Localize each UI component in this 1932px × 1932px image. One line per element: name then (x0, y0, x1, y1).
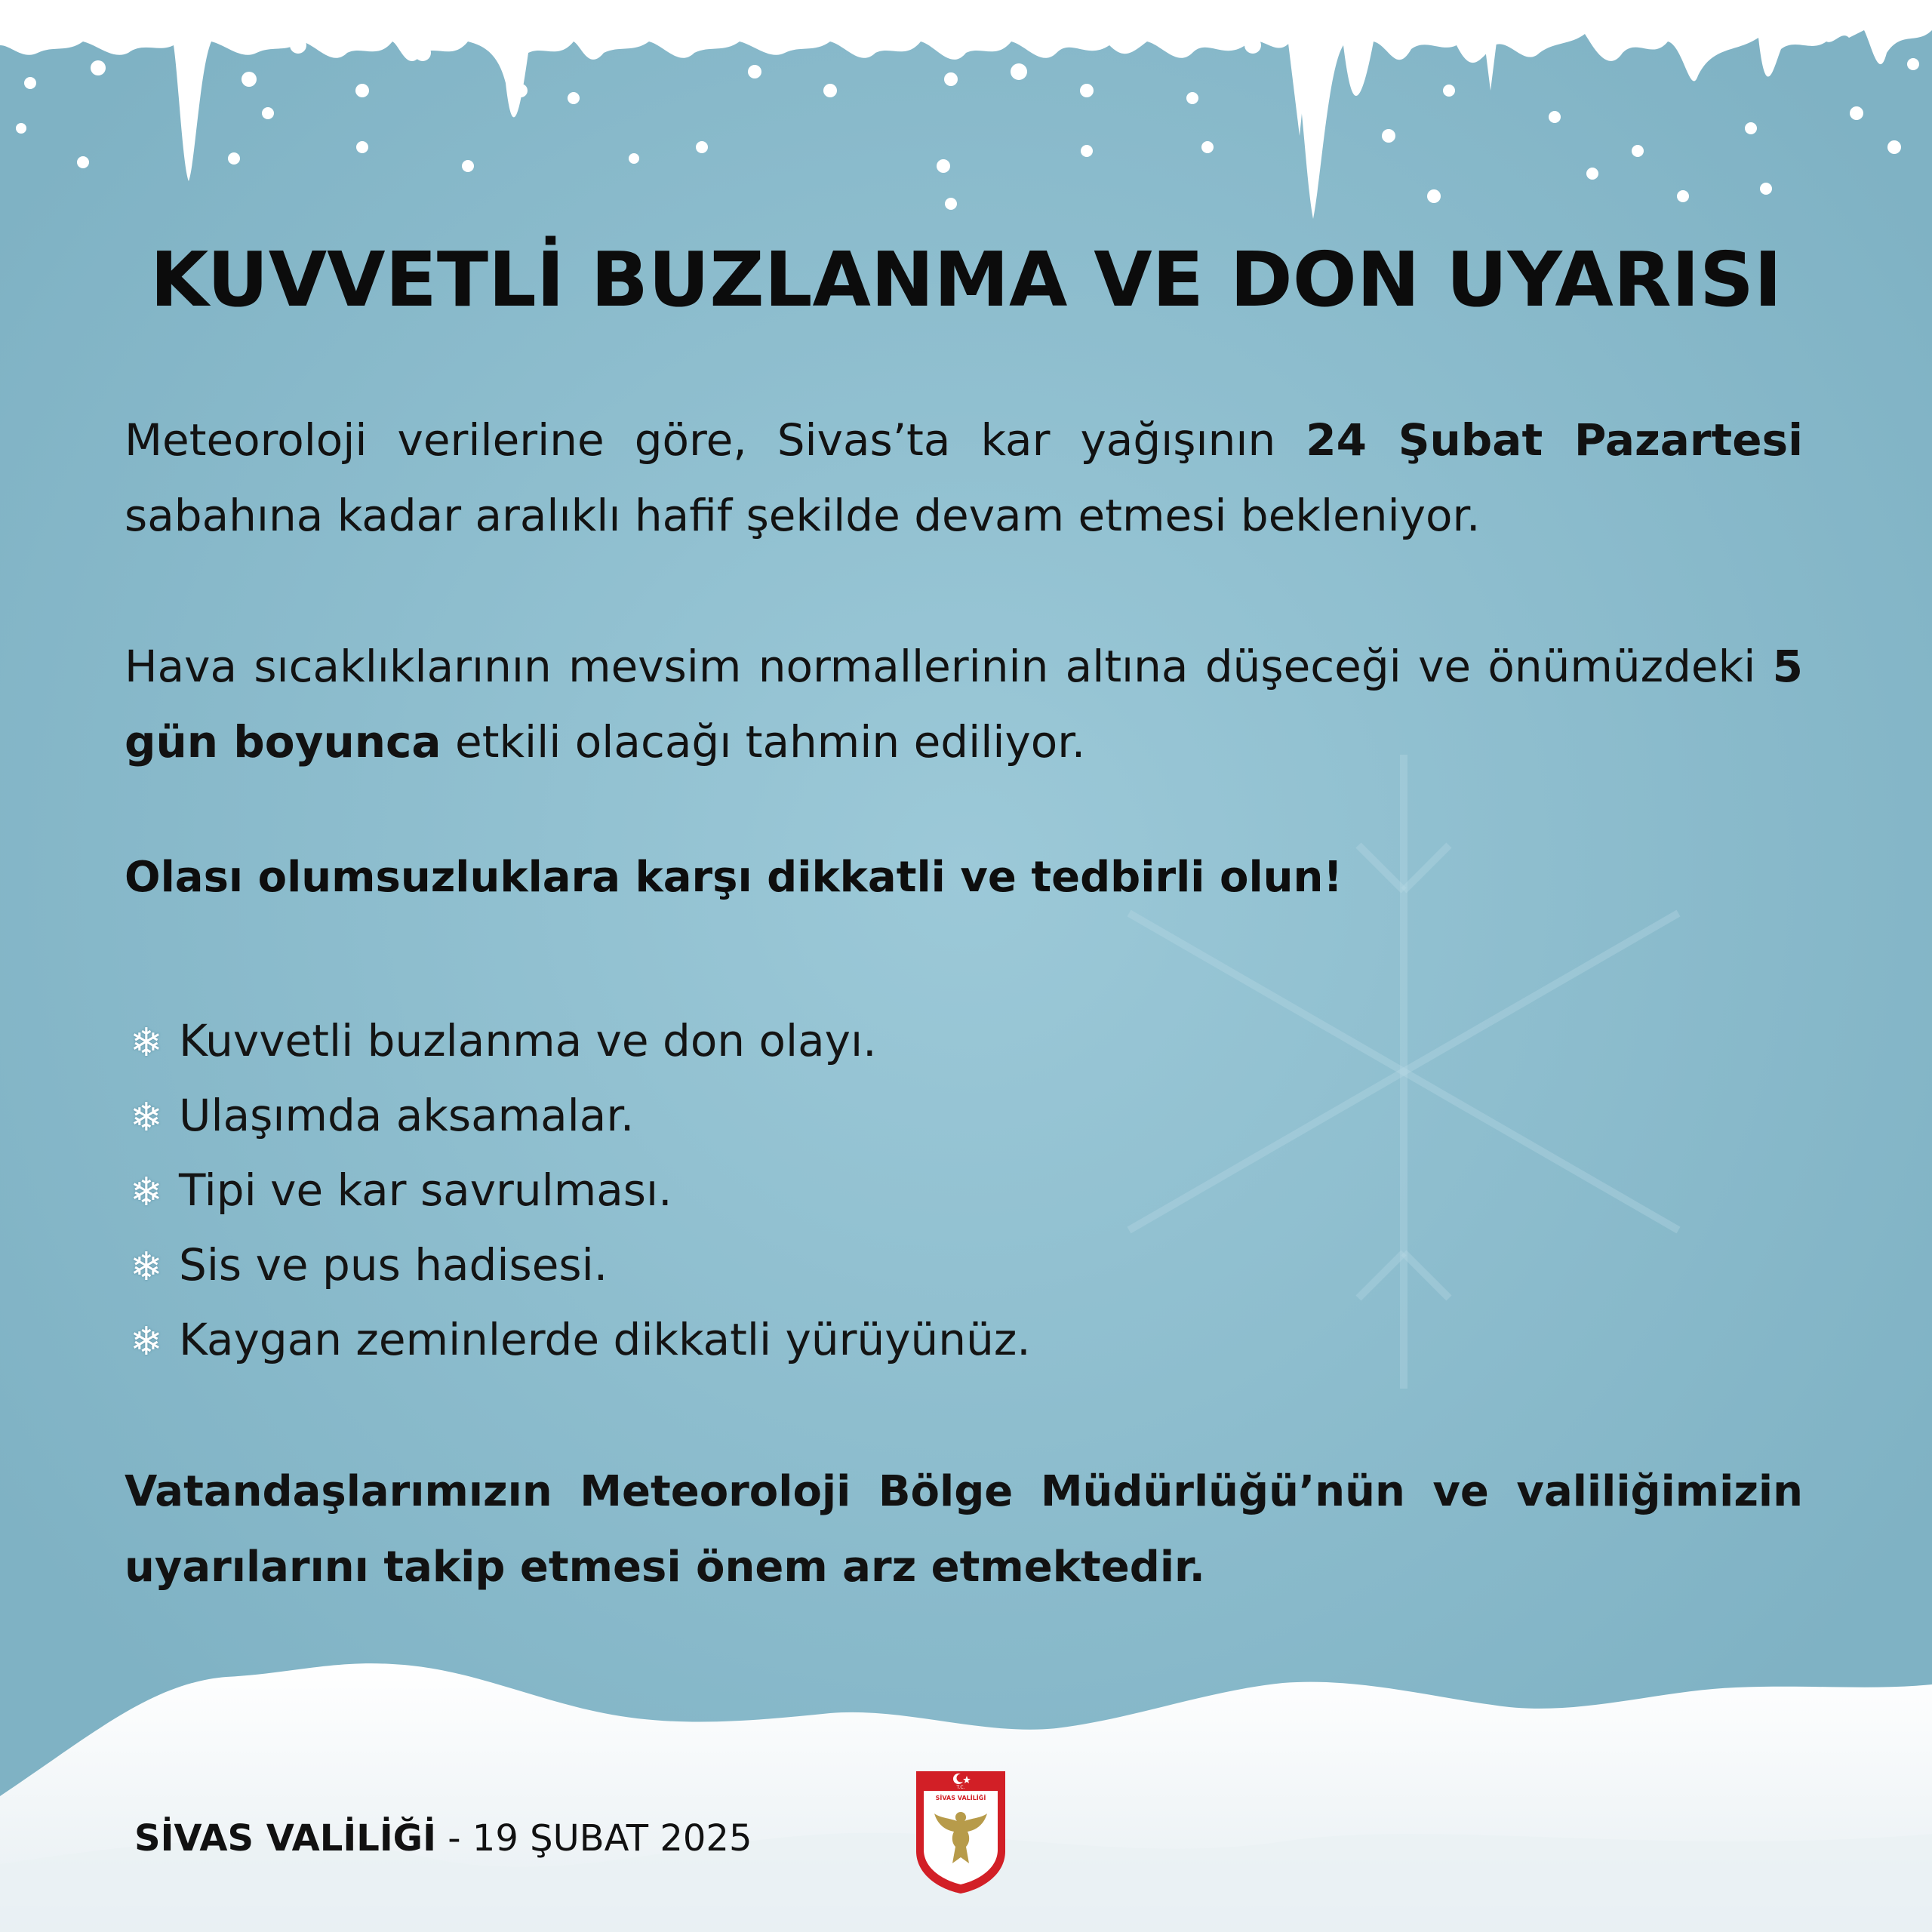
footer-separator: - (435, 1817, 472, 1860)
paragraph-temperature (125, 629, 1803, 780)
list-item-text: Ulaşımda aksamalar. (179, 1090, 635, 1141)
paragraph-highlight: 24 Şubat Pazartesi (1306, 414, 1803, 466)
snowflake-icon: ❄ (130, 1319, 163, 1364)
snowflake-icon: ❄ (130, 1020, 163, 1066)
sivas-governorship-emblem (912, 1768, 1010, 1897)
paragraph-text: etkili olacağı tahmin ediliyor. (441, 716, 1086, 768)
snowflake-icon: ❄ (130, 1170, 163, 1215)
list-item (125, 1078, 1031, 1153)
paragraph-text: Hava sıcaklıklarının mevsim normallerinin altına düşeceği ve önümüzdeki (125, 641, 1773, 692)
snowflake-icon: ❄ (130, 1095, 163, 1140)
hazard-list (125, 1004, 1031, 1377)
list-item (125, 1228, 1031, 1303)
paragraph-highlight: 5 gün boyunca (125, 641, 1803, 768)
list-item (125, 1303, 1031, 1377)
paragraph-text: Meteoroloji verilerine göre, Sivas’ta kar yağışının (125, 414, 1306, 466)
list-item-text: Sis ve pus hadisesi. (179, 1239, 608, 1291)
footer-date: 19 ŞUBAT 2025 (472, 1817, 752, 1860)
list-item (125, 1153, 1031, 1228)
list-item (125, 1004, 1031, 1078)
paragraph-forecast (125, 402, 1803, 553)
snowflake-icon: ❄ (130, 1244, 163, 1290)
list-item-text: Kuvvetli buzlanma ve don olayı. (179, 1015, 877, 1066)
organization-name: SİVAS VALİLİĞİ (134, 1817, 436, 1860)
list-item-text: Tipi ve kar savrulması. (179, 1164, 672, 1216)
closing-paragraph: Vatandaşlarımızın Meteoroloji Bölge Müdürlüğü’nün ve valiliğimizin uyarılarını takip etmesi önem arz etmektedir. (125, 1467, 1803, 1592)
footer-signature (134, 1817, 752, 1860)
emblem-label: T.C. (956, 1785, 965, 1790)
page-title: KUVVETLİ BUZLANMA VE DON UYARISI (149, 235, 1783, 324)
list-item-text: Kaygan zeminlerde dikkatli yürüyünüz. (179, 1314, 1031, 1365)
paragraph-text: sabahına kadar aralıklı hafif şekilde devam etmesi bekleniyor. (125, 490, 1481, 541)
emblem-label: SİVAS VALİLİĞİ (935, 1795, 986, 1801)
warning-heading: Olası olumsuzluklara karşı dikkatli ve tedbirli olun! (125, 853, 1343, 902)
